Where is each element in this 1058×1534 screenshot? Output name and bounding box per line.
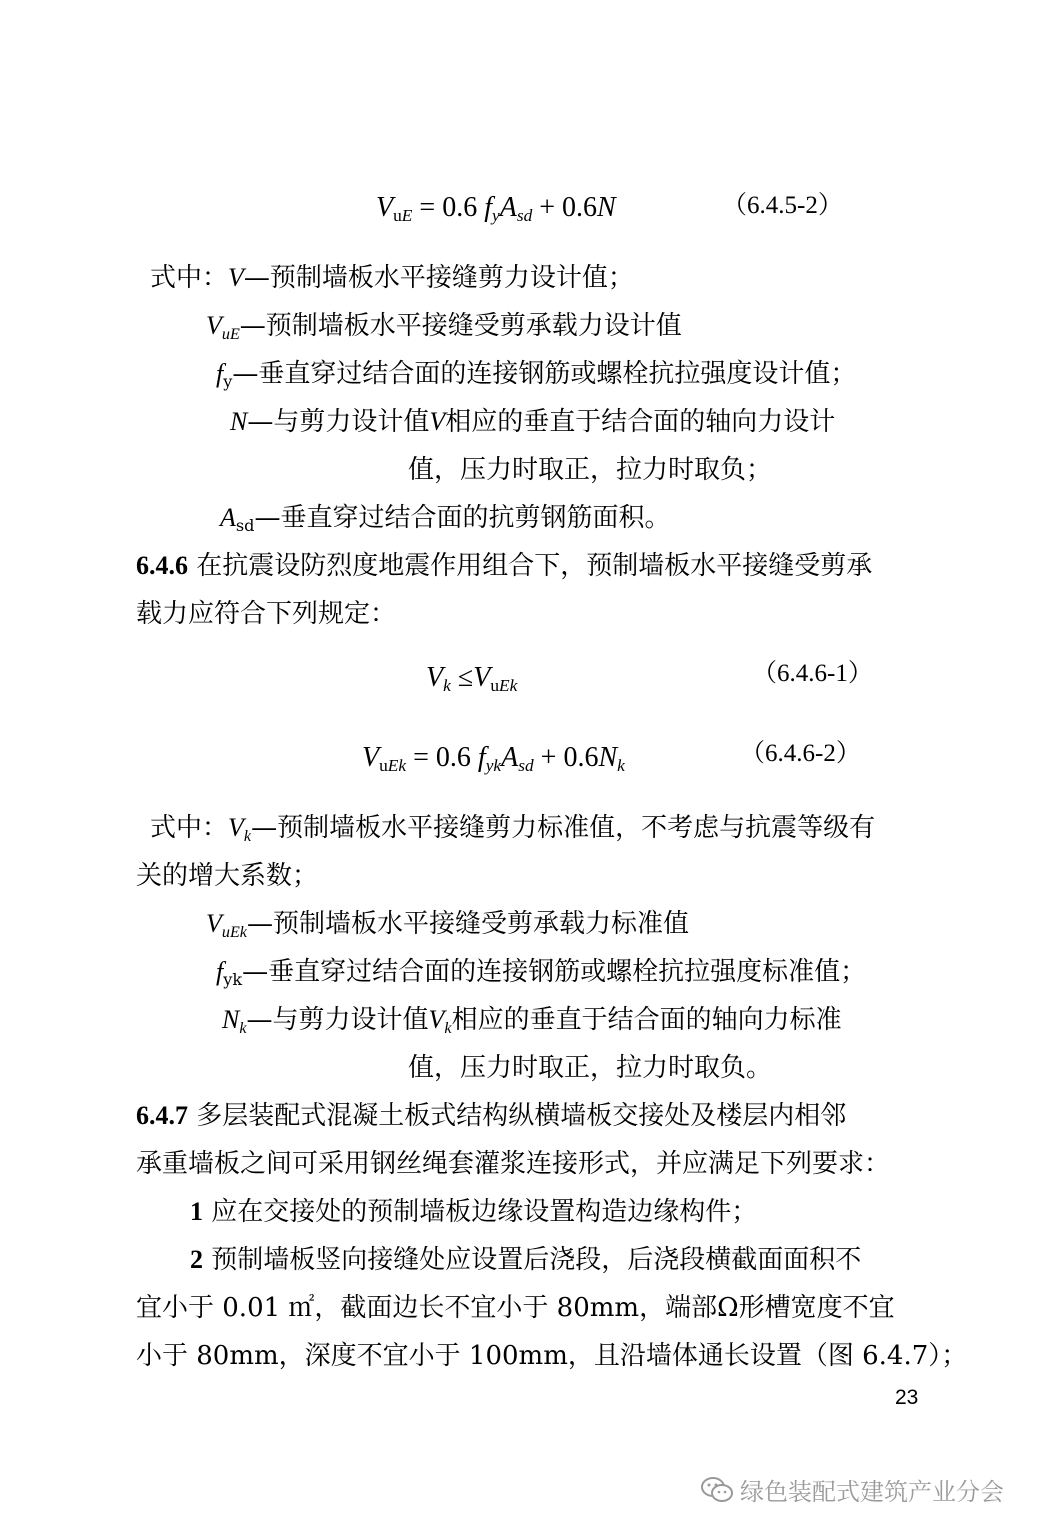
where-n-cont: 值，压力时取正，拉力时取负； [408, 455, 773, 485]
section-6-4-7-line2: 承重墙板之间可采用钢丝绳套灌浆连接形式，并应满足下列要求： [136, 1149, 891, 1179]
equation-6-4-6-1: $V_k \le V_{uEk}$ [426, 662, 518, 696]
where-fy: $f_y—$垂直穿过结合面的连接钢筋或螺栓抗拉强度设计值； [216, 359, 857, 391]
equation-number-6-4-6-2: （6.4.6-2） [740, 740, 861, 767]
where-vuek: $V_{uEk}—$预制墙板水平接缝受剪承载力标准值 [206, 909, 689, 941]
watermark [700, 1472, 1004, 1507]
section-6-4-7: 6.4.7 多层装配式混凝土板式结构纵横墙板交接处及楼层内相邻 [136, 1101, 847, 1131]
equation-6-4-5-2: $V_{uE} = 0.6$ $f_yA_{sd} + 0.6N$ [376, 192, 616, 226]
equation-number-6-4-6-1: （6.4.6-1） [752, 660, 873, 687]
where-v: 式中：V—预制墙板水平接缝剪力设计值； [150, 263, 634, 293]
where-fyk: $f_{yk}—$垂直穿过结合面的连接钢筋或螺栓抗拉强度标准值； [216, 957, 867, 989]
equation-6-4-6-2: $V_{uEk} = 0.6$ $f_{yk}A_{sd} + 0.6N_k$ [362, 742, 625, 776]
item-2: 2 预制墙板竖向接缝处应设置后浇段，后浇段横截面面积不 [190, 1245, 862, 1275]
where-vk-cont: 关的增大系数； [136, 861, 319, 891]
item-2-line2: 宜小于 0.01 ㎡，截面边长不宜小于 80mm，端部Ω形槽宽度不宜 [136, 1293, 895, 1323]
page-number: 23 [895, 1386, 919, 1409]
watermark-text: 绿色装配式建筑产业分会 [740, 1478, 1004, 1506]
item-1: 1 应在交接处的预制墙板边缘设置构造边缘构件； [190, 1197, 758, 1227]
where-vue: $V_{uE}—$预制墙板水平接缝受剪承载力设计值 [206, 311, 682, 343]
wechat-icon [700, 1476, 734, 1504]
item-2-line3: 小于 80mm，深度不宜小于 100mm，且沿墙体通长设置（图 6.4.7）； [136, 1341, 968, 1371]
where-vk: 式中：$V_k—$预制墙板水平接缝剪力标准值，不考虑与抗震等级有 [150, 813, 876, 845]
section-6-4-6: 6.4.6 在抗震设防烈度地震作用组合下，预制墙板水平接缝受剪承 [136, 551, 873, 581]
where-asd: $A_{sd}—$垂直穿过结合面的抗剪钢筋面积。 [220, 503, 671, 535]
section-6-4-6-line2: 载力应符合下列规定： [136, 599, 397, 629]
equation-number-6-4-5-2: （6.4.5-2） [722, 192, 843, 219]
where-nk: $N_k—$与剪力设计值$V_k$相应的垂直于结合面的轴向力标准 [222, 1005, 842, 1037]
where-n: N—与剪力设计值V相应的垂直于结合面的轴向力设计 [230, 407, 836, 437]
where-nk-cont: 值，压力时取正，拉力时取负。 [408, 1053, 773, 1083]
